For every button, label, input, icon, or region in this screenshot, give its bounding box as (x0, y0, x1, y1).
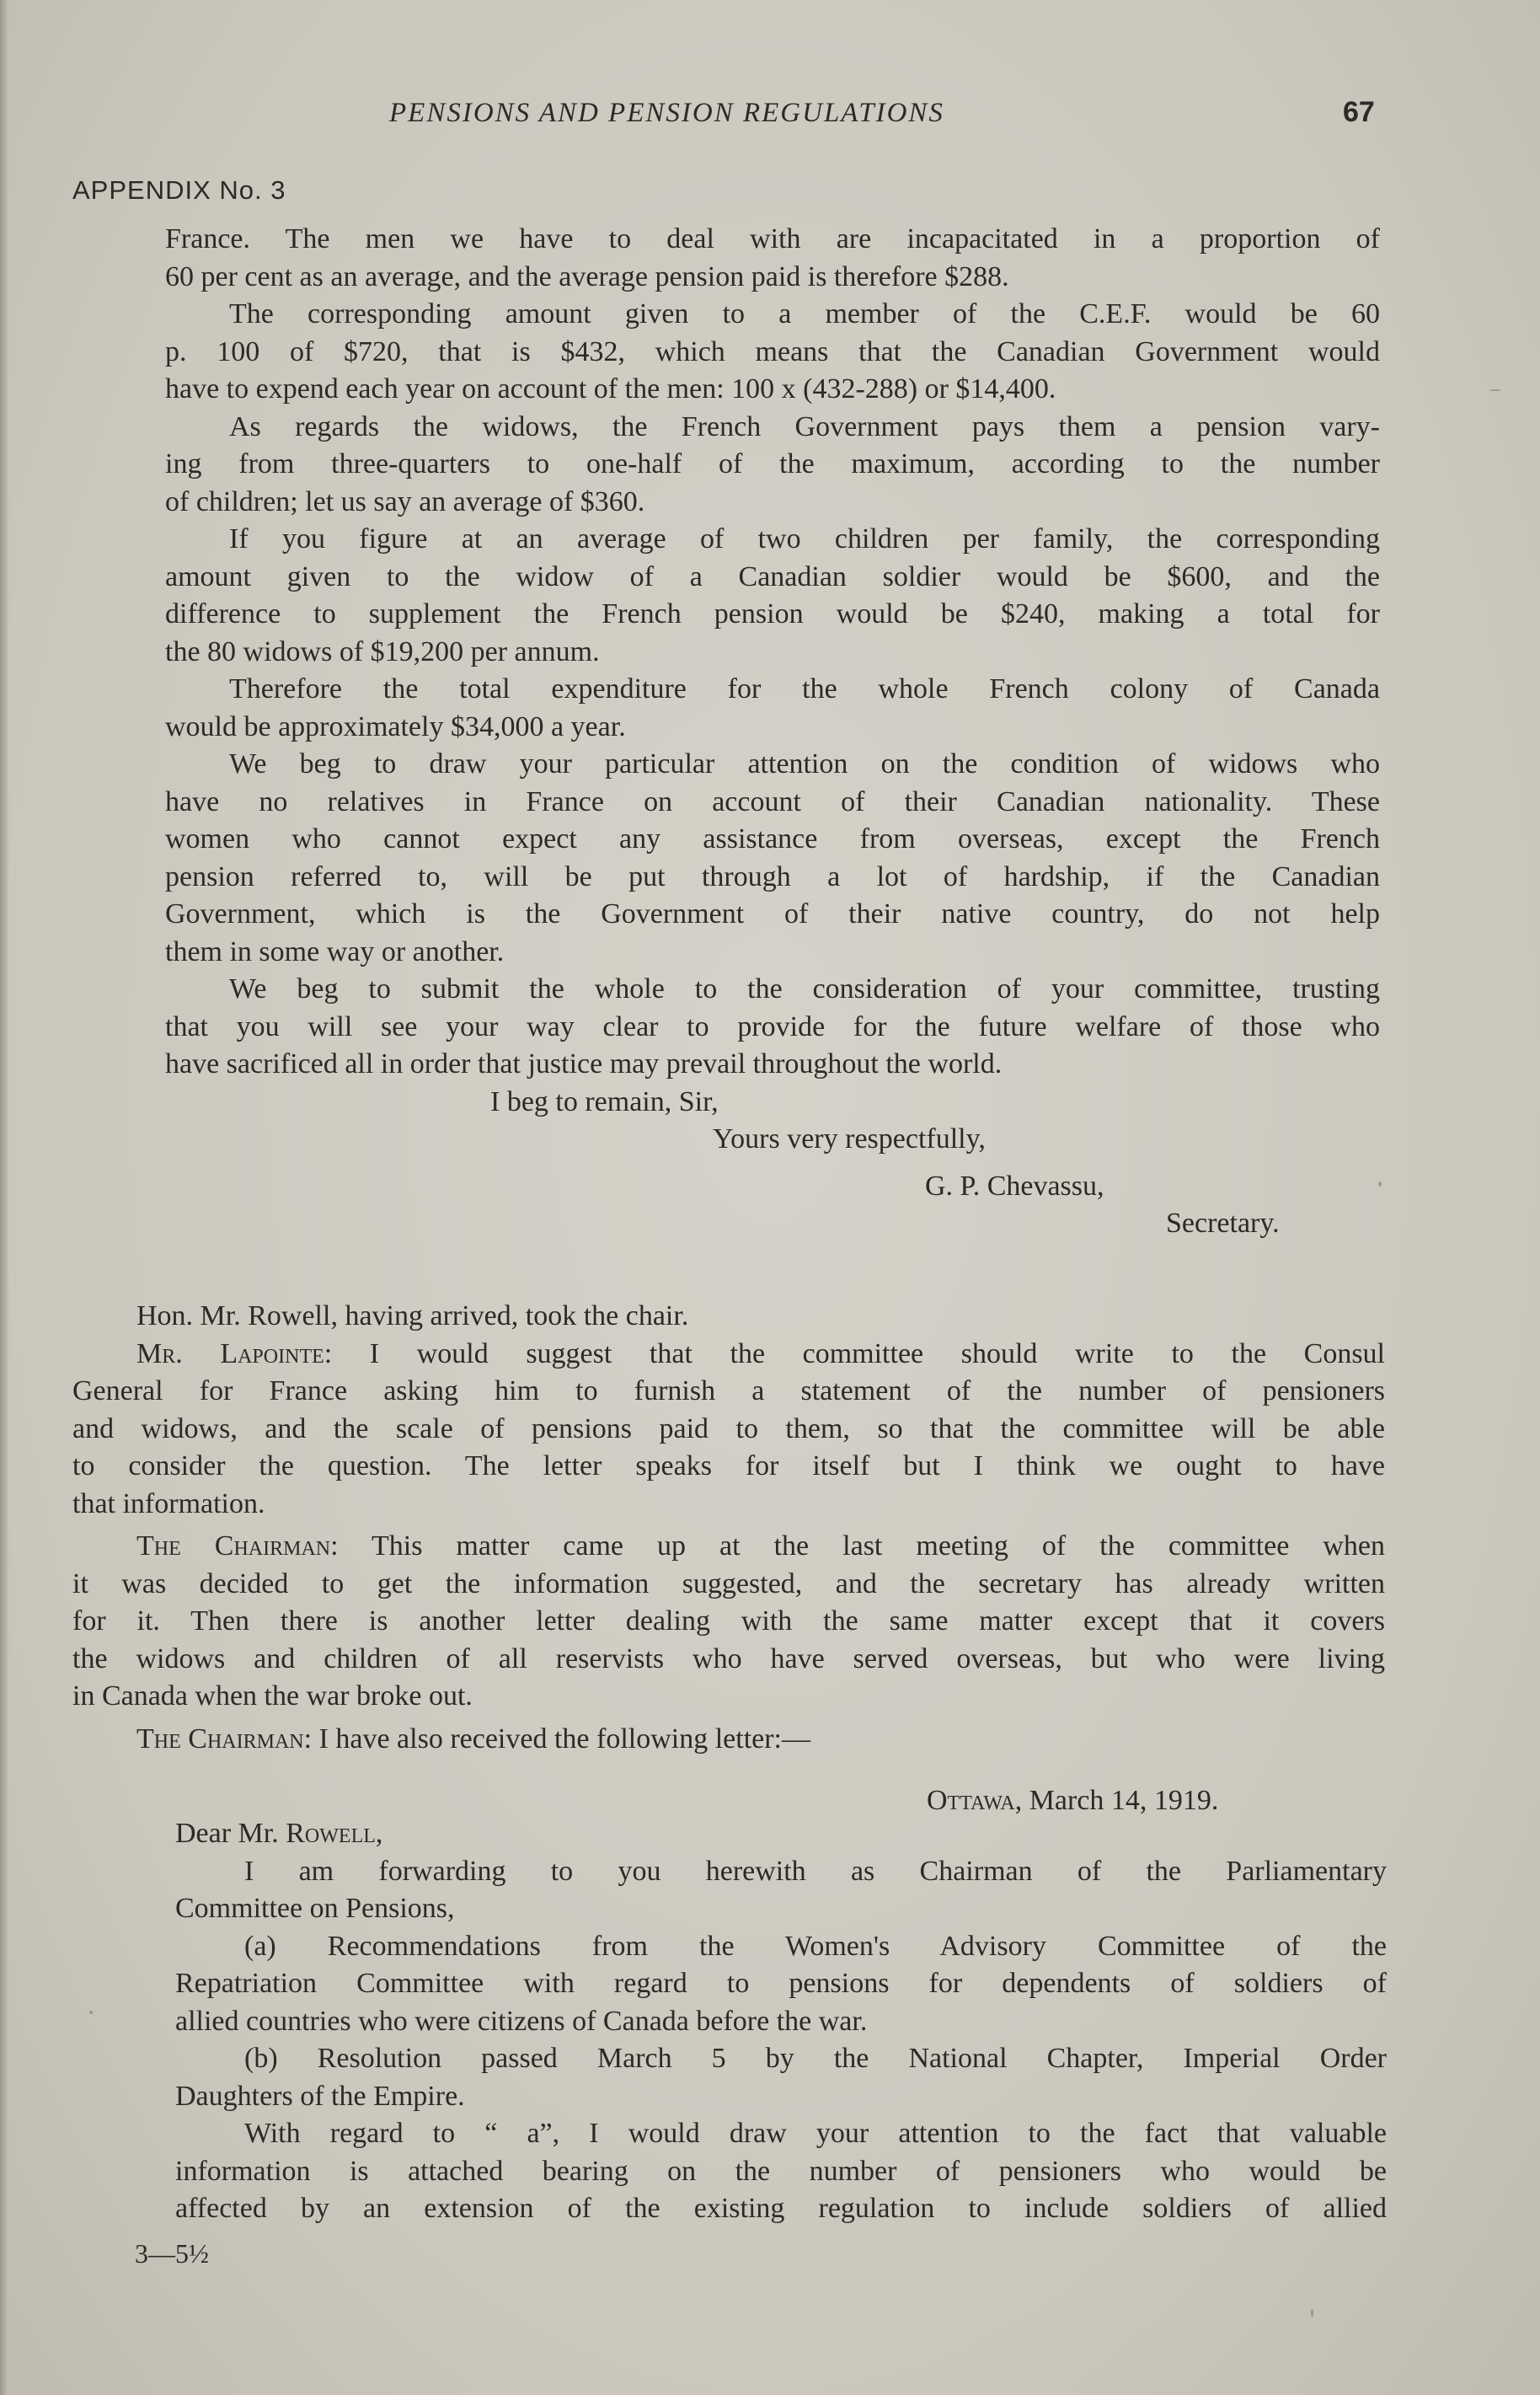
letter-line: ing from three-quarters to one-half of the maximum, according to the number (165, 448, 1380, 480)
letter-line: the 80 widows of $19,200 per annum. (165, 635, 600, 667)
discussion-line: and widows, and the scale of pensions paid to them, so that the committee will be able (72, 1412, 1385, 1444)
second-letter-line: (b) Resolution passed March 5 by the National Chapter, Imperial Order (244, 2043, 1387, 2074)
letter-valediction: Yours very respectfully, (713, 1123, 986, 1155)
page-number: 67 (1343, 96, 1375, 128)
letter-line: The corresponding amount given to a member of the C.E.F. would be 60 (229, 298, 1380, 330)
second-letter-line: affected by an extension of the existing regulation to include soldiers of allied (175, 2193, 1387, 2224)
discussion-line: that information. (72, 1487, 265, 1519)
letter-line: France. The men we have to deal with are incapacitated in a proportion of (165, 223, 1380, 255)
letter-line: of children; let us say an average of $360. (165, 485, 645, 517)
second-letter-line: information is attached bearing on the number of pensioners who would be (175, 2155, 1387, 2187)
discussion-line: it was decided to get the information suggested, and the secretary has already written (72, 1567, 1385, 1599)
discussion-line: in Canada when the war broke out. (72, 1680, 473, 1712)
letter-line: amount given to the widow of a Canadian soldier would be $600, and the (165, 560, 1380, 592)
running-head (0, 94, 1540, 137)
letter-line: If you figure at an average of two children per family, the corresponding (229, 523, 1380, 555)
speaker-chairman: The Chairman (136, 1723, 304, 1755)
letter-body (165, 221, 1380, 1084)
second-letter-body (175, 1778, 1387, 2228)
discussion-line: the widows and children of all reservists who have served overseas, but who were living (72, 1642, 1385, 1674)
discussion-line: Mr. Lapointe: I would suggest that the committee should write to the Consul (136, 1337, 1385, 1369)
letter-date-line: Ottawa, March 14, 1919. (927, 1785, 1219, 1816)
letter-line: pension referred to, will be put through a lot of hardship, if the Canadian (165, 860, 1380, 892)
letter-line: them in some way or another. (165, 935, 505, 967)
letter-line: Government, which is the Government of their native country, do not help (165, 898, 1380, 930)
letter-closing: I beg to remain, Sir, (490, 1086, 719, 1117)
letter-signer: G. P. Chevassu, (925, 1171, 1104, 1202)
second-letter-line: allied countries who were citizens of Canada before the war. (175, 2005, 868, 2037)
speaker-chairman: The Chairman (136, 1530, 331, 1562)
speaker-lapointe: Mr. Lapointe (136, 1337, 324, 1369)
second-letter-line: Repatriation Committee with regard to pensions for dependents of soldiers of (175, 1968, 1387, 1999)
discussion-line: The Chairman: I have also received the following letter:— (136, 1723, 811, 1755)
letter-line: p. 100 of $720, that is $432, which means that the Canadian Government would (165, 335, 1380, 367)
letter-line: Therefore the total expenditure for the whole French colony of Canada (229, 673, 1380, 705)
discussion-line: The Chairman: This matter came up at the last meeting of the committee when (136, 1530, 1385, 1562)
page-spine-shadow (0, 0, 8, 2395)
discussion-line: General for France asking him to furnish a statement of the number of pensioners (72, 1375, 1385, 1406)
scan-speck (1311, 2309, 1313, 2317)
letter-line: that you will see your way clear to provide for the future welfare of those who (165, 1010, 1380, 1042)
letter-line: women who cannot expect any assistance from overseas, except the French (165, 823, 1380, 855)
letter-line: 60 per cent as an average, and the average pension paid is therefore $288. (165, 260, 1009, 292)
discussion-line: to consider the question. The letter speaks for itself but I think we ought to have (72, 1450, 1385, 1481)
second-letter-line: Committee on Pensions, (175, 1893, 455, 1924)
committee-discussion (72, 1298, 1385, 1758)
letter-line: As regards the widows, the French Government pays them a pension vary- (229, 410, 1380, 442)
discussion-line: Hon. Mr. Rowell, having arrived, took the chair. (136, 1300, 689, 1331)
letter-line: We beg to draw your particular attention on the condition of widows who (229, 748, 1380, 780)
second-letter-line: With regard to “ a”, I would draw your attention to the fact that valuable (244, 2118, 1387, 2149)
letter-line: have to expend each year on account of the men: 100 x (432-288) or $14,400. (165, 373, 1056, 405)
appendix-label: APPENDIX No. 3 (72, 175, 286, 205)
letter-line: have no relatives in France on account of their Canadian nationality. These (165, 785, 1380, 817)
signature-mark: 3—5½ (135, 2238, 209, 2269)
letter-line: difference to supplement the French pension would be $240, making a total for (165, 598, 1380, 630)
letter-signer-title: Secretary. (1166, 1208, 1280, 1239)
letter-line: have sacrificed all in order that justice may prevail throughout the world. (165, 1048, 1003, 1080)
second-letter-line: (a) Recommendations from the Women's Advisory Committee of the (244, 1930, 1387, 1962)
scan-speck (1489, 389, 1501, 391)
second-letter-line: Daughters of the Empire. (175, 2080, 465, 2112)
scan-speck (1378, 1181, 1382, 1187)
discussion-line: for it. Then there is another letter dealing with the same matter except that it covers (72, 1605, 1385, 1637)
scan-speck (89, 2011, 93, 2014)
second-letter-salutation: Dear Mr. Rowell, (175, 1818, 383, 1849)
running-head-title: PENSIONS AND PENSION REGULATIONS (389, 98, 944, 128)
second-letter-line: I am forwarding to you herewith as Chairman of the Parliamentary (244, 1855, 1387, 1887)
letter-line: We beg to submit the whole to the consideration of your committee, trusting (229, 973, 1380, 1005)
letter-line: would be approximately $34,000 a year. (165, 710, 626, 742)
